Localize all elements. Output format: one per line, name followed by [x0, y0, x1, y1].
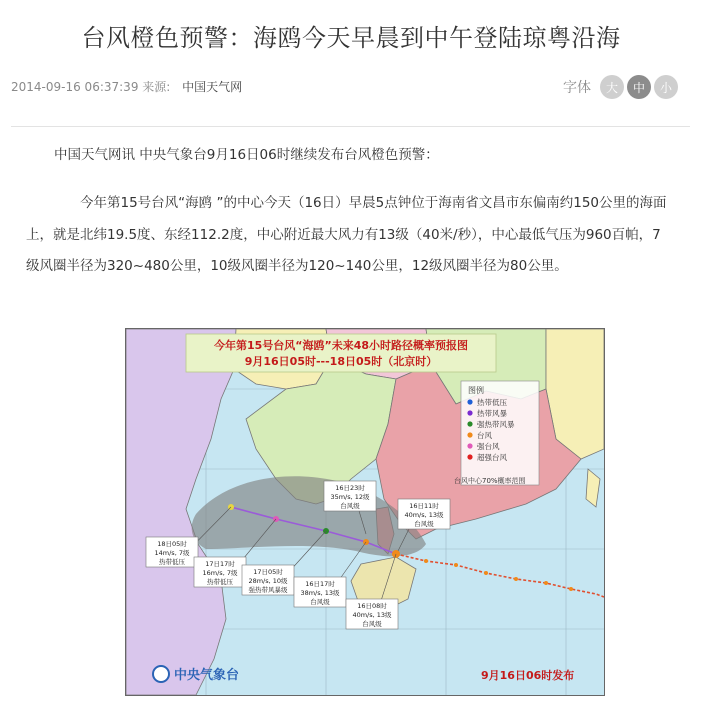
callout-text: 台风级: [362, 620, 382, 628]
callout-text: 台风级: [340, 502, 360, 510]
callout-text: 16日11时: [409, 502, 439, 510]
legend-marker: [467, 443, 472, 448]
issue-time: 9月16日06时发布: [481, 669, 575, 682]
legend-marker: [467, 454, 472, 459]
callout-text: 40m/s, 13级: [352, 611, 392, 619]
meta-divider: [11, 126, 690, 127]
legend-label: 热带风暴: [477, 409, 507, 418]
map-subtitle: 9月16日05时---18日05时（北京时）: [244, 355, 438, 368]
legend-label: 强台风: [477, 442, 500, 451]
body-paragraph: 今年第15号台风“海鸥 ”的中心今天（16日）早晨5点钟位于海南省文昌市东偏南约150公里的海面上，就是北纬19.5度、东经112.2度，中心附近最大风力有13级（40米/秒），中心最低气压为960百帕，7级风圈半径为320~480公里，10级风圈半径为120~140公里，12级风圈半径为80公里。: [26, 195, 667, 274]
font-size-medium-button[interactable]: 中: [627, 75, 651, 99]
callout-text: 28m/s, 10级: [248, 577, 288, 585]
callout-text: 40m/s, 13级: [404, 511, 444, 519]
callout-text: 17日17时: [205, 560, 235, 568]
map-svg: [126, 329, 604, 695]
legend-band-label: 台风中心70%概率范围: [454, 477, 526, 485]
font-size-small-button[interactable]: 小: [654, 75, 678, 99]
font-size-switcher: [563, 75, 678, 99]
legend-marker: [467, 421, 472, 426]
article-meta: [11, 78, 242, 95]
callout-text: 17日05时: [253, 568, 283, 576]
callout-text: 35m/s, 12级: [330, 493, 370, 501]
legend-label: 强热带风暴: [477, 420, 515, 429]
legend-label: 热带低压: [477, 398, 507, 407]
publish-datetime: 2014-09-16 06:37:39: [11, 80, 139, 94]
callout-text: 台风级: [414, 520, 434, 528]
callout-text: 热带低压: [207, 578, 233, 586]
callout-text: 38m/s, 13级: [300, 589, 340, 597]
font-size-label: 字体: [563, 80, 591, 96]
lead-paragraph: 中国天气网讯 中央气象台9月16日06时继续发布台风橙色预警：: [54, 147, 439, 163]
callout-text: 18日05时: [157, 540, 187, 548]
callout-text: 16日23时: [335, 484, 365, 492]
map-legend: [454, 381, 539, 485]
agency-logo-icon: [153, 666, 169, 682]
font-size-large-button[interactable]: 大: [600, 75, 624, 99]
legend-marker: [467, 410, 472, 415]
source-name[interactable]: 中国天气网: [182, 80, 243, 94]
legend-marker: [467, 399, 472, 404]
callout-text: 16m/s, 7级: [202, 569, 238, 577]
article-title: 台风橙色预警：海鸥今天早晨到中午登陆琼粤沿海: [81, 24, 621, 52]
agency-name: 中央气象台: [174, 668, 240, 683]
callout-text: 热带低压: [159, 558, 185, 566]
legend-title: 图例: [468, 386, 484, 395]
callout-text: 台风级: [310, 598, 330, 606]
legend-label: 台风: [477, 431, 492, 440]
legend-marker: [467, 432, 472, 437]
typhoon-track-map: [125, 328, 605, 696]
map-title: 今年第15号台风“海鸥”未来48小时路径概率预报图: [213, 339, 469, 352]
legend-label: 超强台风: [477, 453, 507, 462]
callout-text: 强热带风暴级: [248, 586, 288, 594]
callout-text: 16日17时: [305, 580, 335, 588]
source-label: 来源:: [142, 80, 171, 94]
callout-text: 14m/s, 7级: [154, 549, 190, 557]
callout-text: 16日08时: [357, 602, 387, 610]
